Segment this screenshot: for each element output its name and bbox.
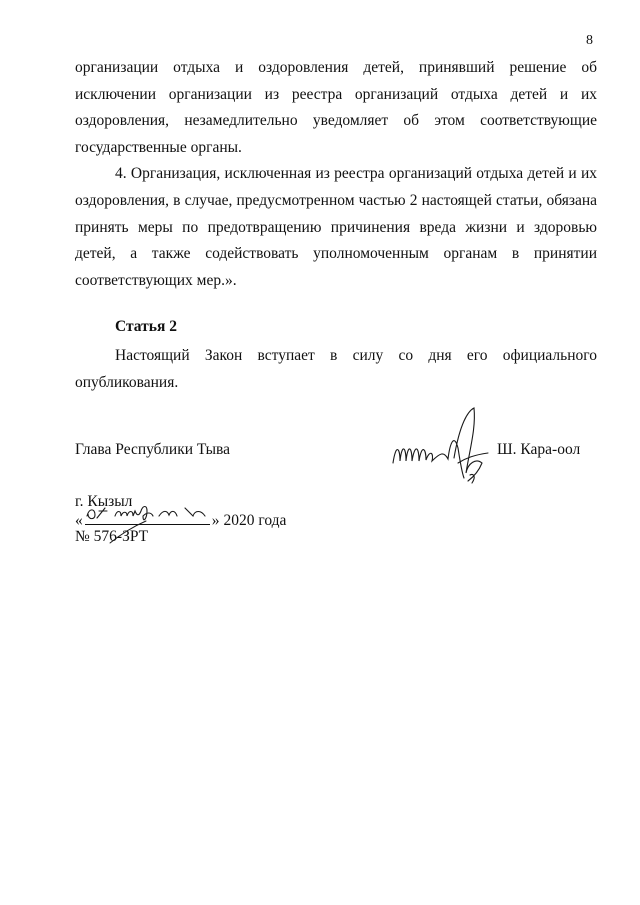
handwritten-stroke [108, 519, 148, 545]
article-heading: Статья 2 [115, 318, 177, 335]
law-number: № 576-ЗРТ [75, 528, 149, 545]
place: г. Кызыл [75, 493, 133, 510]
paragraph-continuation: организации отдыха и оздоровления детей, принявший решение об исключении организации из реестра организаций отдыха детей и их оздоровления, незамедлительно уведомляет об этом соответствующие государственные органы. [75, 59, 597, 156]
date-open-quote: « [75, 512, 83, 529]
date-close-quote: » [211, 512, 220, 529]
signature-role: Глава Республики Тыва [75, 441, 231, 458]
page-number: 8 [586, 33, 593, 48]
body-text [75, 55, 597, 294]
handwritten-signature [388, 403, 503, 493]
date-line [75, 510, 286, 530]
date-year: 2020 года [223, 512, 287, 529]
paragraph-item-4: 4. Организация, исключенная из реестра организаций отдыха детей и их оздоровления, в случае, предусмотренном частью 2 настоящей статьи, обязана принять меры по предотвращению причинения вреда жизни и здоровью детей, а также содействовать уполномоченным органам в принятии соответствующих мер.». [75, 165, 597, 289]
article-text [75, 343, 597, 396]
article-paragraph: Настоящий Закон вступает в силу со дня его официального опубликования. [75, 347, 597, 391]
signature-name: Ш. Кара-оол [497, 441, 581, 458]
